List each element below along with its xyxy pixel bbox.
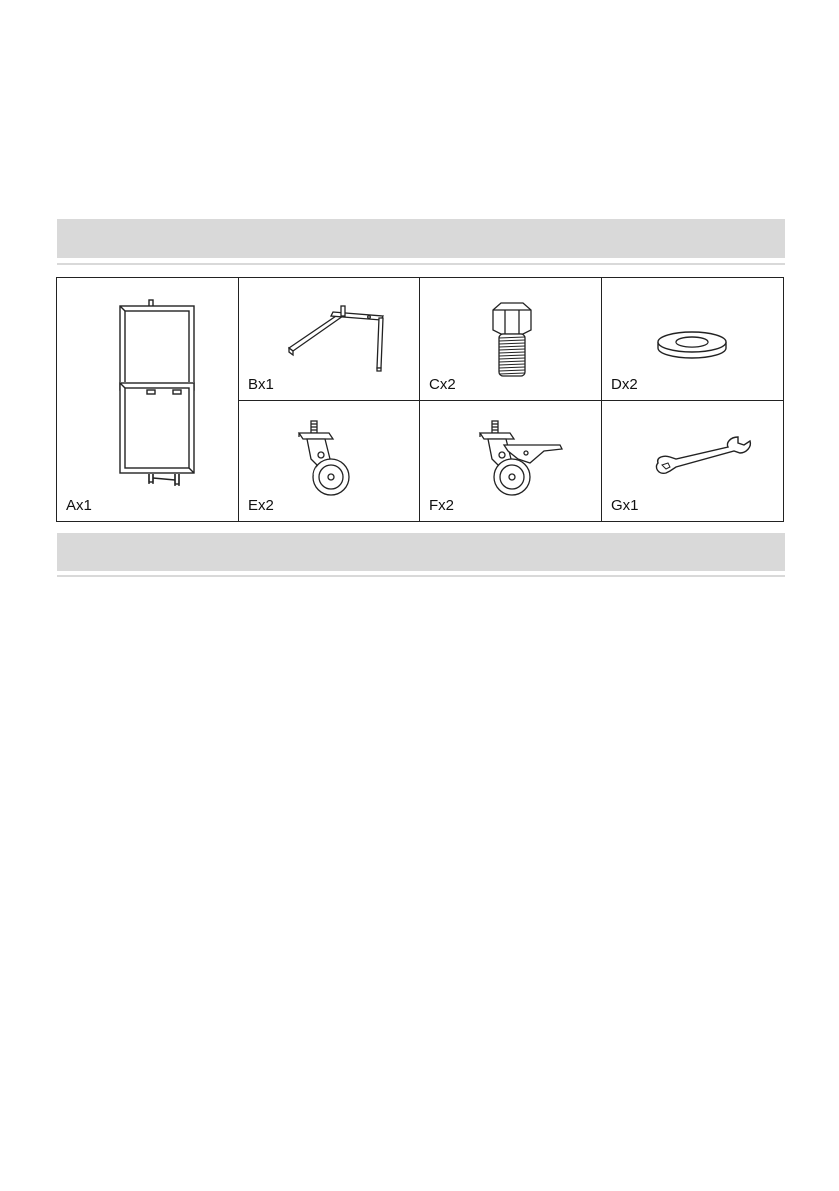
section-header-rule-bottom: [57, 575, 785, 577]
part-label-f: Fx2: [429, 497, 455, 514]
part-cell-f: [420, 401, 601, 521]
part-cell-a: [57, 278, 238, 521]
wrench-icon: [654, 437, 754, 477]
part-label-e: Ex2: [248, 497, 274, 514]
part-cell-g: [602, 401, 783, 521]
part-label-a: Ax1: [66, 497, 92, 514]
locking-caster-icon: [474, 419, 566, 499]
base-bracket-icon: [283, 302, 393, 372]
hex-bolt-icon: [489, 300, 535, 380]
section-header-bar-bottom: [57, 533, 785, 571]
part-cell-d: [602, 278, 783, 400]
swivel-caster-icon: [295, 419, 365, 499]
part-cell-c: [420, 278, 601, 400]
part-label-g: Gx1: [611, 497, 639, 514]
part-cell-e: [239, 401, 419, 521]
parts-list-table: [56, 277, 784, 522]
part-label-d: Dx2: [611, 376, 638, 393]
part-label-c: Cx2: [429, 376, 456, 393]
section-header-rule-top: [57, 263, 785, 265]
part-label-b: Bx1: [248, 376, 274, 393]
flat-washer-icon: [656, 330, 728, 360]
part-cell-b: [239, 278, 419, 400]
display-panel-frame-icon: [117, 298, 197, 488]
section-header-bar-top: [57, 219, 785, 258]
